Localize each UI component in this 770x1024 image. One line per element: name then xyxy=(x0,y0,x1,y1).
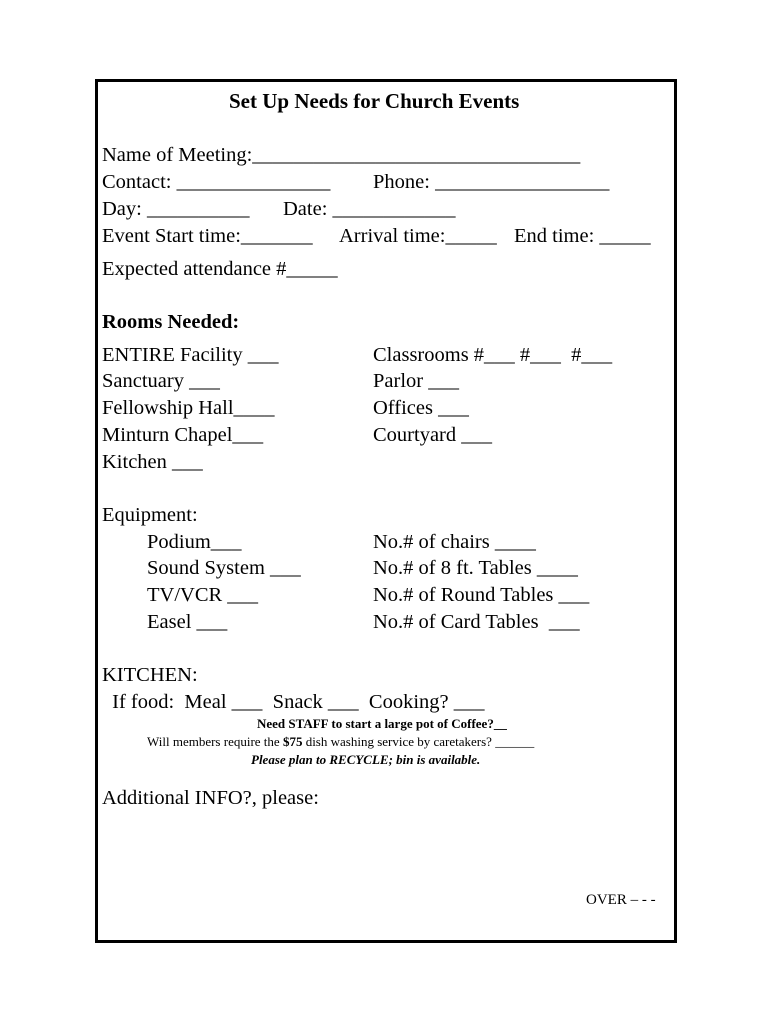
room-parlor[interactable]: Parlor ___ xyxy=(373,370,459,392)
room-sanctuary[interactable]: Sanctuary ___ xyxy=(102,370,220,392)
meeting-name-field[interactable]: Name of Meeting:________________________________ xyxy=(102,144,581,166)
equip-card-tables[interactable]: No.# of Card Tables ___ xyxy=(373,611,580,633)
room-entire-facility[interactable]: ENTIRE Facility ___ xyxy=(102,344,279,366)
equip-8ft-tables[interactable]: No.# of 8 ft. Tables ____ xyxy=(373,557,578,579)
dish-washing-suffix: dish washing service by caretakers? ______ xyxy=(302,734,535,749)
start-time-field[interactable]: Event Start time:_______ xyxy=(102,225,313,247)
dish-washing-amount: $75 xyxy=(282,734,303,749)
rooms-heading: Rooms Needed: xyxy=(102,311,240,333)
room-courtyard[interactable]: Courtyard ___ xyxy=(373,424,492,446)
coffee-staff-question[interactable]: Need STAFF to start a large pot of Coffee?__ xyxy=(257,716,507,731)
equip-sound-system[interactable]: Sound System ___ xyxy=(147,557,301,579)
over-note: OVER – - - xyxy=(586,892,656,908)
date-field[interactable]: Date: ____________ xyxy=(283,198,456,220)
arrival-time-field[interactable]: Arrival time:_____ xyxy=(339,225,497,247)
kitchen-food-options[interactable]: If food: Meal ___ Snack ___ Cooking? ___ xyxy=(107,691,485,713)
contact-field[interactable]: Contact: _______________ xyxy=(102,171,331,193)
end-time-field[interactable]: End time: _____ xyxy=(514,225,651,247)
room-classrooms[interactable]: Classrooms #___ #___ #___ xyxy=(373,344,613,366)
form-title: Set Up Needs for Church Events xyxy=(229,89,520,113)
equip-chairs[interactable]: No.# of chairs ____ xyxy=(373,531,536,553)
kitchen-heading: KITCHEN: xyxy=(102,664,198,686)
room-fellowship-hall[interactable]: Fellowship Hall____ xyxy=(102,397,275,419)
equip-podium[interactable]: Podium___ xyxy=(147,531,242,553)
dish-washing-question[interactable] xyxy=(147,735,534,748)
recycle-note: Please plan to RECYCLE; bin is available. xyxy=(251,752,481,767)
room-offices[interactable]: Offices ___ xyxy=(373,397,469,419)
dish-washing-prefix: Will members require the xyxy=(147,734,283,749)
room-kitchen[interactable]: Kitchen ___ xyxy=(102,451,203,473)
equip-round-tables[interactable]: No.# of Round Tables ___ xyxy=(373,584,590,606)
equipment-heading: Equipment: xyxy=(102,504,198,526)
additional-info-label: Additional INFO?, please: xyxy=(102,787,319,809)
equip-easel[interactable]: Easel ___ xyxy=(147,611,228,633)
attendance-field[interactable]: Expected attendance #_____ xyxy=(102,258,338,280)
day-field[interactable]: Day: __________ xyxy=(102,198,250,220)
room-minturn-chapel[interactable]: Minturn Chapel___ xyxy=(102,424,264,446)
equip-tv-vcr[interactable]: TV/VCR ___ xyxy=(147,584,259,606)
phone-field[interactable]: Phone: _________________ xyxy=(373,171,610,193)
